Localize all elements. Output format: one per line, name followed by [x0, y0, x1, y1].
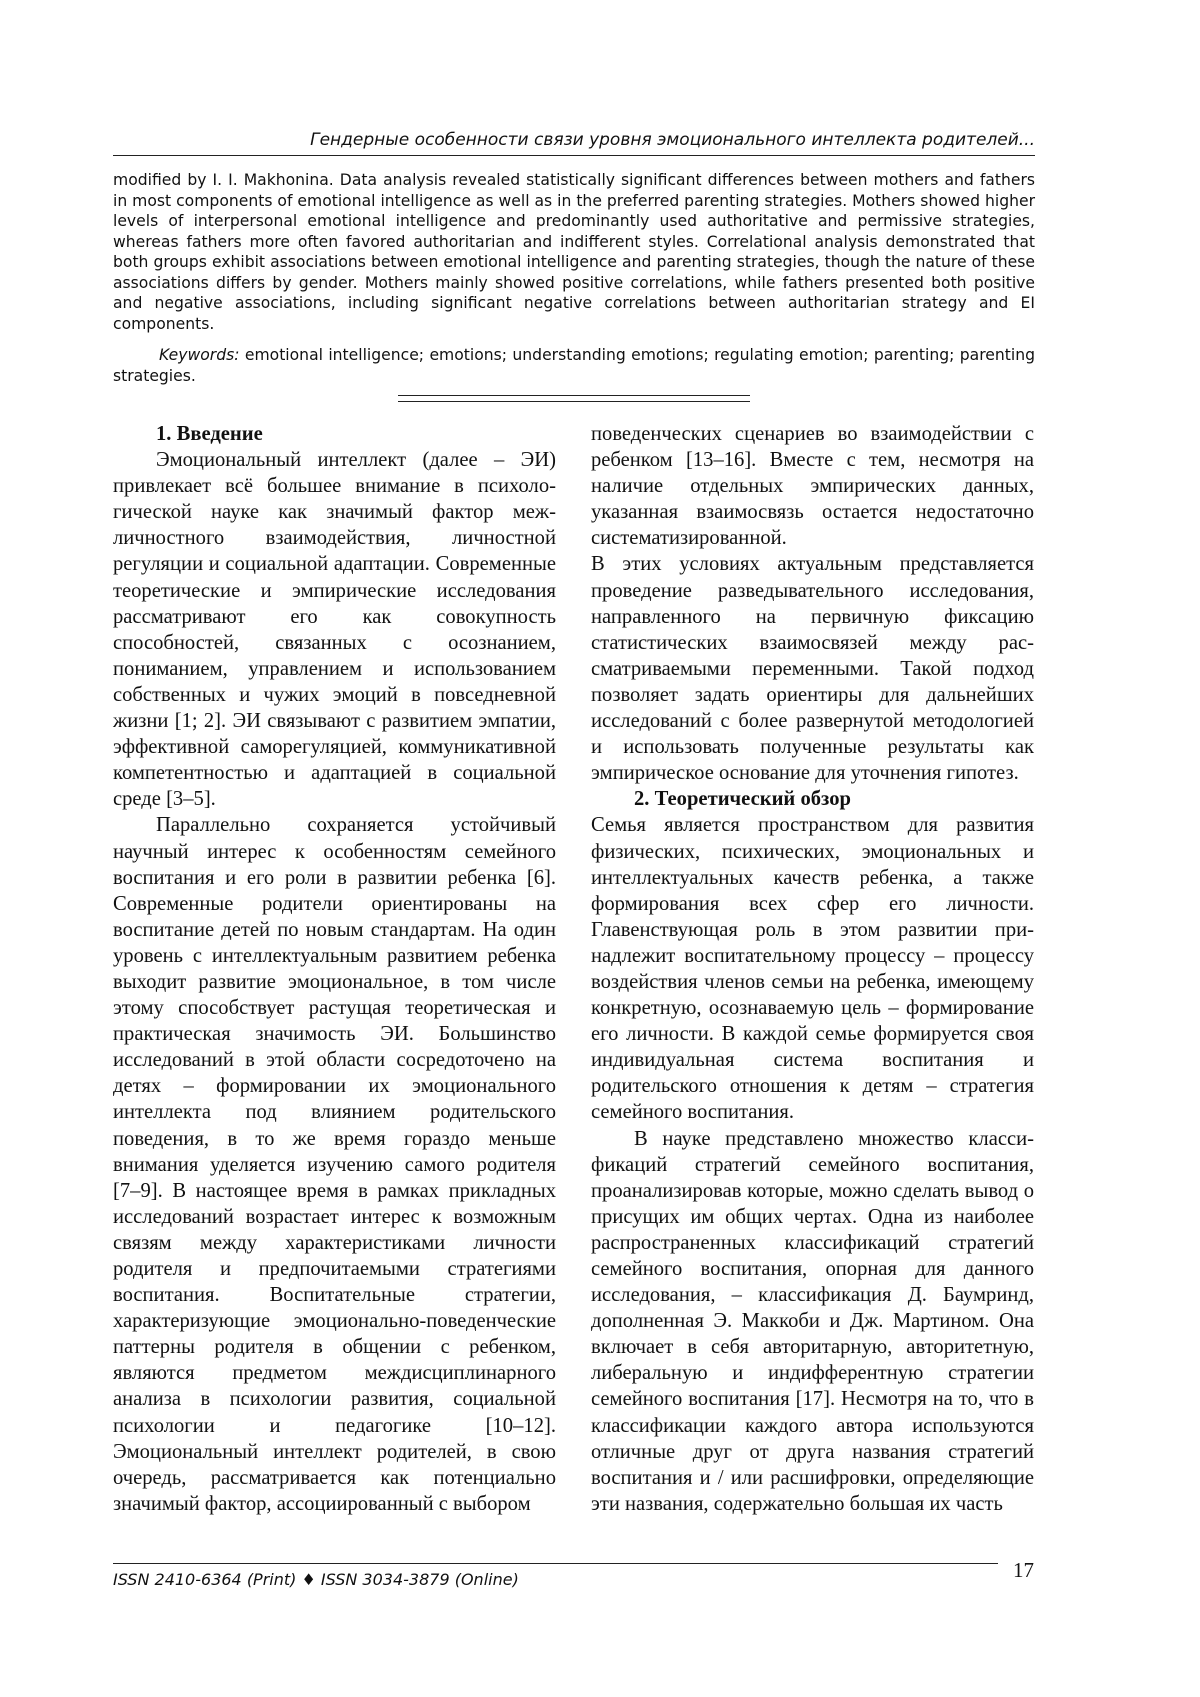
footer-rule: [113, 1563, 998, 1564]
abstract-text: modified by I. I. Makhonina. Data analysis revealed statistically significant differences between mothers and fathers in most components of emotional intelligence as well as in the preferred parenting strategies. Mothers showed higher levels of interpersonal emotional intelligence and predominantly used authoritative and permissive strategies, whereas fathers more often favored authoritarian and indifferent styles. Correlational analysis demonstrated that both groups exhibit associations between emotional intelligence and parenting strategies, though the nature of these associations differs by gender. Mothers mainly showed positive correlations, while fathers presented both positive and negative associations, including significant negative correlations between authoritarian strategy and EI components.: [113, 171, 1035, 333]
section-heading-theory-continued: 2. Теоретический обзор: [634, 788, 851, 811]
paragraph-2: Параллельно сохраняется устойчивый научный интерес к особенностям семейного воспитания и его роли в развитии ребенка [6]. Современные родители ориентированы на воспитание детей по новым стандартам. На один уровень с интеллектуальным развитием ребенка выходит развитие эмоциональное, в том числе этому способствует растущая теоретическая и практическая значимость ЭИ. Большинство исследований в этой области сосредоточено на детях – формировании их эмоционального интеллекта под влиянием родительского поведения, в то же время гораздо меньше внимания уделяется изучению самого родителя [7–9]. В настоящее время в рамках прикладных исследований возрастает интерес к возможным связям между характеристиками личности родителя и предпочитаемыми стратегиями воспитания. Воспитательные стратегии, характеризующие эмоционально-поведенческие паттерны родителя в общении с ребенком, являются предметом междисциплинарного анализа в психологии развития, социальной психологии и педагогике [10–12]. Эмоциональный интеллект родителей, в свою очередь, рассматривается как потенциально значимый фактор, ассоциированный с выбором: [113, 814, 556, 1515]
header-rule: [113, 155, 1035, 156]
paragraph-2-continued: поведенческих сценариев во взаимодействии с ребенком [13–16]. Вместе с тем, несмотря на наличие отдельных эмпирических данных, указанная взаимосвязь остается недостаточно систематизированной.: [591, 423, 1034, 550]
keywords: [113, 345, 1035, 387]
running-title: Гендерные особенности связи уровня эмоционального интеллекта родителей...: [310, 130, 1035, 150]
section-heading-introduction: 1. Введение: [156, 423, 263, 445]
section-divider: [398, 395, 750, 402]
page-number: 17: [1013, 1558, 1034, 1582]
keywords-text: emotional intelligence; emotions; understanding emotions; regulating emotion; parenting; parenting strategies.: [113, 346, 1035, 385]
paragraph-4-continued: Семья является пространством для развития физических, психических, эмоциональных и интеллектуальных качеств ребенка, а также формирования всех сфер его личности. Главенствующая роль в этом развитии принадлежит воспитательному процессу – процессу воздействия членов семьи на ребенка, имеющему конкретную, осознаваемую цель – формирование его личности. В каждой семье формируется своя индивидуальная система воспитания и родительского отношения к детям – стратегия семейного воспитания.: [591, 814, 1034, 1124]
paragraph-1: Эмоциональный интеллект (далее – ЭИ) привлекает всё большее внимание в психологической науке как значимый фактор межличностного взаимодействия, личностной регуляции и социальной адаптации. Современные теоретические и эмпирические исследования рассматривают его как совокупность способностей, связанных с осознанием, пониманием, управлением и использованием собственных и чужих эмоций в повседневной жизни [1; 2]. ЭИ связывают с развитием эмпатии, эффективной саморегуляцией, коммуникативной компетентностью и адаптацией в социальной среде [3–5].: [113, 449, 556, 811]
footer-issn: ISSN 2410-6364 (Print) ♦ ISSN 3034-3879 (Online): [113, 1570, 519, 1589]
keywords-label: Keywords:: [159, 346, 240, 364]
paragraph-5: В науке представлено множество классификаций стратегий семейного воспитания, проанализировав которые, можно сделать вывод о присущих им общих чертах. Одна из наиболее распространенных классификаций стратегий семейного воспитания, опорная для данного исследования, – классификация Д. Баумринд, дополненная Э. Маккоби и Дж. Мартином. Она включает в себя авторитарную, авторитетную, либеральную и индифферентную стратегии семейного воспитания [17]. Несмотря на то, что в классификации каждого автора используются отличные друг от друга названия стратегий воспитания и / или расшифровки, определяющие эти названия, содержательно большая их часть: [591, 1127, 1034, 1515]
left-column: [113, 421, 556, 1517]
paragraph-3-continued: В этих условиях актуальным представляется проведение разведывательного исследования, направленного на первичную фиксацию статистических взаимосвязей между рассматриваемыми переменными. Такой подход позволяет задать ориентиры для дальнейших исследований с более развернутой методологией и использовать полученные результаты как эмпирическое основание для уточнения гипотез.: [591, 553, 1034, 785]
right-column: [591, 421, 1034, 1517]
